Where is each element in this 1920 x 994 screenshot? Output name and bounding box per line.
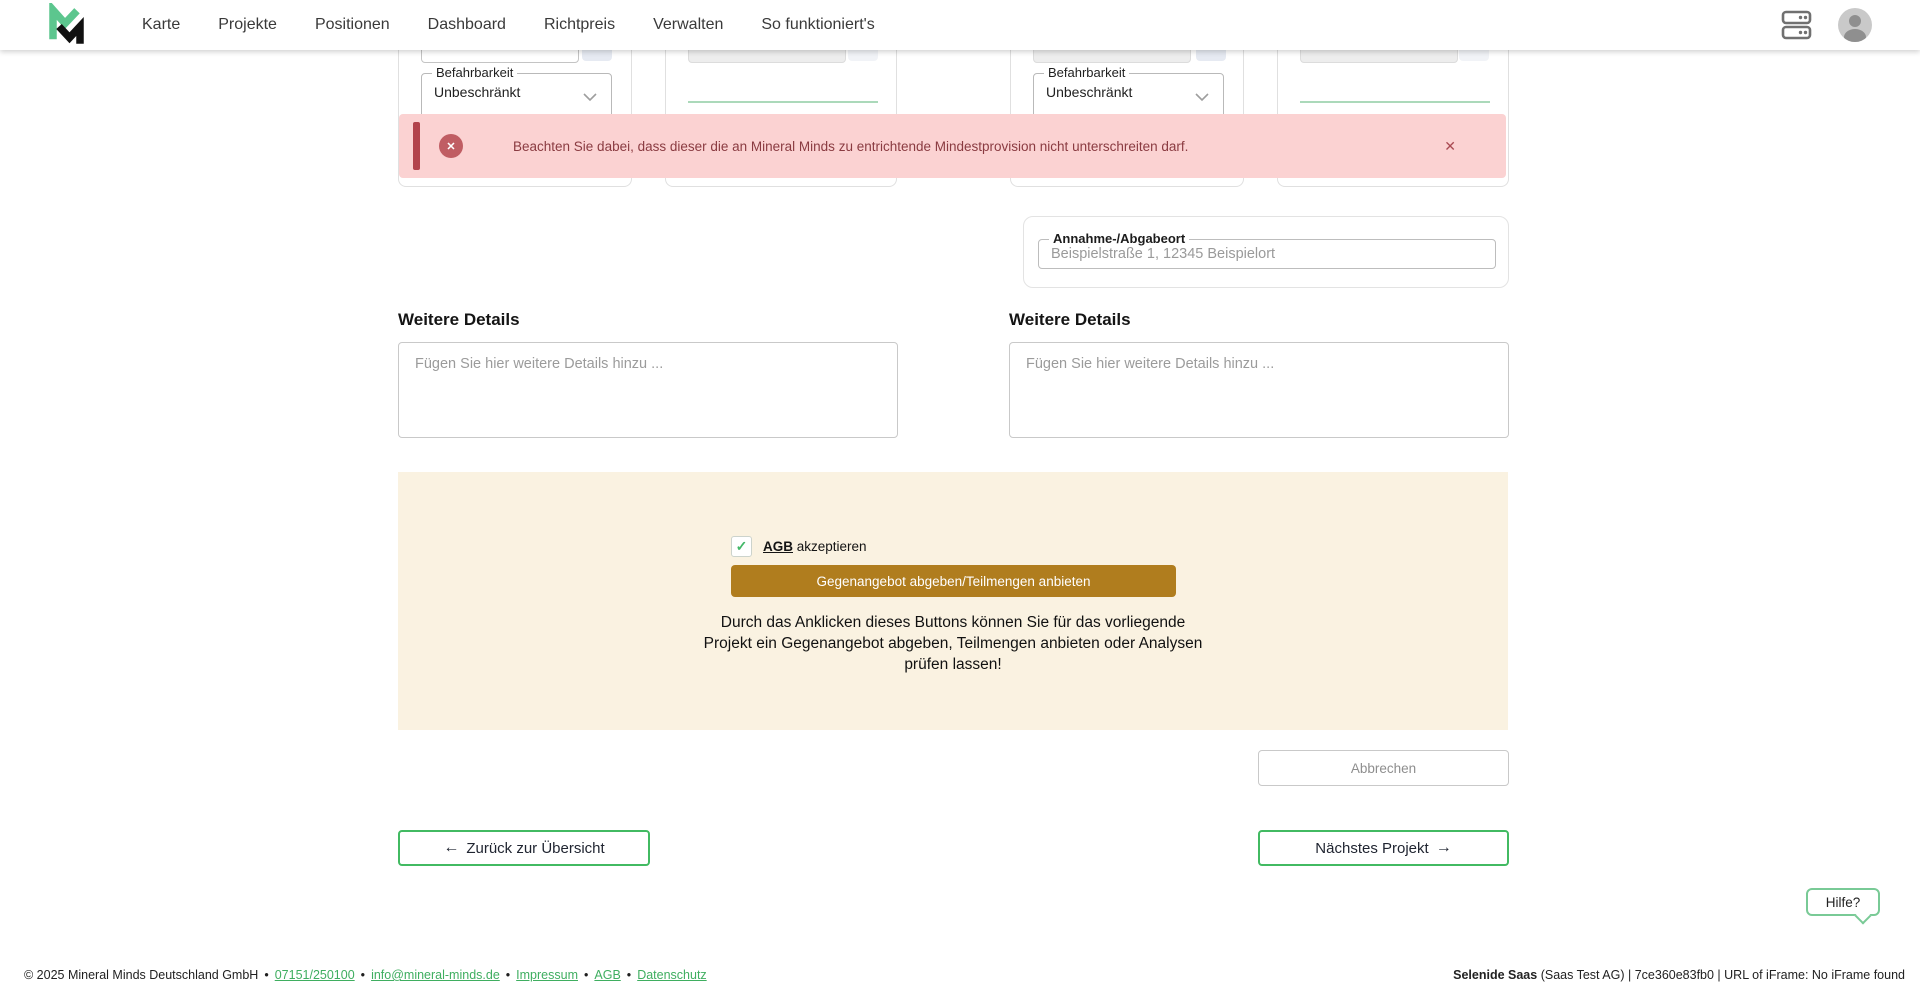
nav-item-dashboard[interactable]: Dashboard — [427, 16, 506, 33]
next-project-button[interactable] — [1258, 830, 1509, 866]
chevron-down-icon — [583, 89, 597, 107]
error-alert — [399, 114, 1506, 178]
location-field — [1038, 231, 1496, 269]
footer-link-email[interactable]: info@mineral-minds.de — [371, 968, 500, 982]
agb-checkbox[interactable]: ✓ — [731, 536, 752, 557]
footer-left — [24, 968, 707, 982]
befahrbarkeit-value: Unbeschränkt — [434, 84, 521, 100]
counter-offer-description: Durch das Anklicken dieses Buttons können Sie für das vorliegende Projekt ein Gegenangebot abgeben, Teilmengen anbieten oder Analysen prüfen lassen! — [703, 614, 1203, 673]
filled-field-underline — [1300, 101, 1490, 103]
details-textarea-right[interactable] — [1009, 342, 1509, 438]
nav-item-richtpreis[interactable]: Richtpreis — [543, 16, 616, 33]
help-label: Hilfe? — [1825, 894, 1861, 910]
agb-suffix-text: akzeptieren — [796, 539, 867, 554]
help-bubble-tail — [1855, 908, 1872, 925]
separator: • — [626, 968, 632, 982]
counter-offer-section — [398, 472, 1508, 730]
footer-app-info — [1453, 968, 1905, 982]
app-meta: (Saas Test AG) | 7ce360e83fb0 | URL of iFrame: No iFrame found — [1540, 968, 1905, 982]
nav-item-positionen[interactable]: Positionen — [314, 16, 390, 33]
nav-item-karte[interactable]: Karte — [142, 16, 181, 33]
befahrbarkeit-label: Befahrbarkeit — [432, 65, 517, 80]
footer-link-phone[interactable]: 07151/250100 — [274, 968, 355, 982]
nav-item-so-funktionierts[interactable]: So funktioniert's — [761, 16, 875, 33]
filled-field-underline — [688, 101, 878, 103]
details-heading-left: Weitere Details — [398, 310, 520, 329]
location-card — [1023, 216, 1509, 288]
details-textarea-left[interactable] — [398, 342, 898, 438]
arrow-left-icon: ← — [443, 839, 460, 856]
befahrbarkeit-value: Unbeschränkt — [1046, 84, 1133, 100]
befahrbarkeit-label: Befahrbarkeit — [1044, 65, 1129, 80]
back-button-label: Zurück zur Übersicht — [466, 839, 605, 857]
agb-row — [731, 536, 867, 557]
copyright-text: © 2025 Mineral Minds Deutschland GmbH — [24, 968, 259, 982]
alert-accent-bar — [413, 122, 420, 170]
separator: • — [505, 968, 511, 982]
location-label: Annahme-/Abgabeort — [1049, 231, 1189, 246]
footer-link-datenschutz[interactable]: Datenschutz — [637, 968, 707, 982]
separator: • — [264, 968, 269, 982]
footer-link-impressum[interactable]: Impressum — [516, 968, 578, 982]
footer-link-agb[interactable]: AGB — [594, 968, 621, 982]
back-to-overview-button[interactable] — [398, 830, 650, 866]
arrow-right-icon: → — [1435, 839, 1452, 856]
agb-link[interactable]: AGB — [763, 539, 793, 554]
app-name: Selenide Saas — [1453, 968, 1538, 982]
alert-close-icon[interactable]: ✕ — [1444, 137, 1456, 154]
chevron-down-icon — [1195, 89, 1209, 107]
alert-message: Beachten Sie dabei, dass dieser die an Mineral Minds zu entrichtende Mindestprovision nicht unterschreiten darf. — [513, 138, 1189, 154]
next-button-label: Nächstes Projekt — [1315, 839, 1429, 857]
location-input[interactable] — [1039, 240, 1495, 268]
separator: • — [360, 968, 366, 982]
navbar-right — [1781, 0, 1872, 50]
mineral-minds-logo-icon[interactable] — [44, 3, 86, 47]
user-avatar[interactable] — [1838, 8, 1872, 42]
nav-item-verwalten[interactable]: Verwalten — [653, 16, 724, 33]
cancel-button[interactable]: Abbrechen — [1258, 750, 1509, 786]
separator: • — [584, 968, 589, 982]
top-navbar — [0, 0, 1920, 50]
counter-offer-button[interactable]: Gegenangebot abgeben/Teilmengen anbieten — [731, 565, 1176, 597]
footer — [0, 956, 1920, 994]
server-list-icon[interactable] — [1781, 9, 1812, 41]
error-circle-icon: ✕ — [439, 134, 463, 158]
nav-menu — [142, 16, 875, 34]
help-bubble[interactable] — [1806, 888, 1880, 916]
details-heading-right: Weitere Details — [1009, 310, 1131, 329]
nav-item-projekte[interactable]: Projekte — [218, 16, 277, 33]
agb-label — [763, 539, 867, 554]
